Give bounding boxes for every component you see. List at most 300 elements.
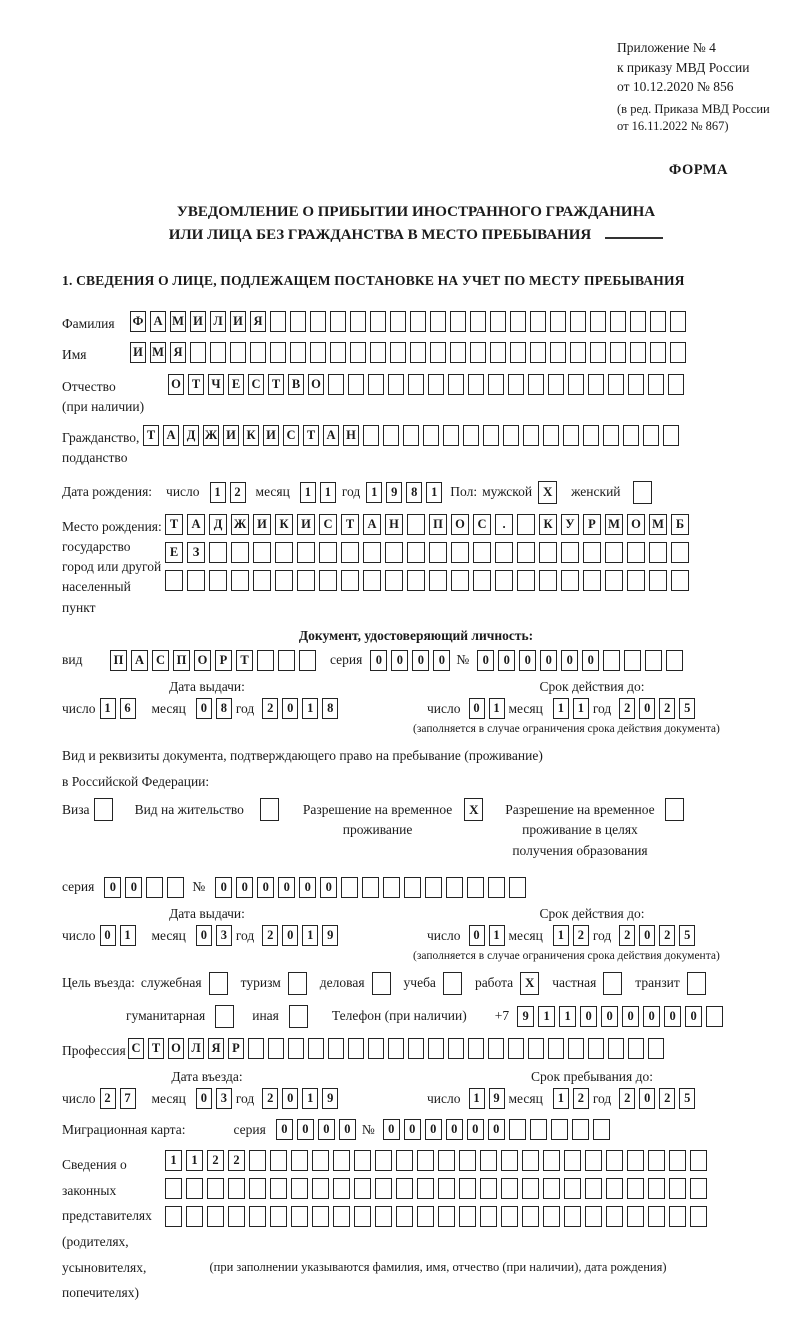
doc-valid-year[interactable] bbox=[619, 698, 699, 719]
char-cell[interactable] bbox=[670, 311, 686, 332]
char-cell[interactable] bbox=[362, 877, 379, 898]
char-cell[interactable] bbox=[186, 1178, 203, 1199]
char-cell[interactable]: А bbox=[163, 425, 179, 446]
char-cell[interactable]: 1 bbox=[302, 698, 318, 719]
char-cell[interactable] bbox=[561, 542, 579, 563]
char-cell[interactable]: Р bbox=[228, 1038, 244, 1059]
char-cell[interactable] bbox=[648, 1206, 665, 1227]
char-cell[interactable] bbox=[459, 1150, 476, 1171]
char-cell[interactable]: П bbox=[110, 650, 127, 671]
char-cell[interactable]: Т bbox=[143, 425, 159, 446]
char-cell[interactable] bbox=[383, 425, 399, 446]
char-cell[interactable] bbox=[438, 1178, 455, 1199]
char-cell[interactable]: 0 bbox=[580, 1006, 597, 1027]
char-cell[interactable] bbox=[312, 1150, 329, 1171]
char-cell[interactable] bbox=[501, 1206, 518, 1227]
char-cell[interactable] bbox=[480, 1206, 497, 1227]
char-cell[interactable]: Р bbox=[583, 514, 601, 535]
char-cell[interactable]: 0 bbox=[282, 925, 298, 946]
char-cell[interactable]: 1 bbox=[302, 1088, 318, 1109]
char-cell[interactable]: 0 bbox=[196, 1088, 212, 1109]
char-cell[interactable]: Т bbox=[148, 1038, 164, 1059]
char-cell[interactable] bbox=[671, 570, 689, 591]
char-cell[interactable] bbox=[165, 1178, 182, 1199]
char-cell[interactable] bbox=[368, 1038, 384, 1059]
citizenship-cells[interactable] bbox=[143, 425, 683, 446]
stay-day[interactable] bbox=[469, 1088, 509, 1109]
char-cell[interactable]: А bbox=[131, 650, 148, 671]
doc-number-cells[interactable] bbox=[477, 650, 687, 671]
char-cell[interactable]: 0 bbox=[299, 877, 316, 898]
char-cell[interactable] bbox=[627, 1206, 644, 1227]
char-cell[interactable]: 0 bbox=[685, 1006, 702, 1027]
char-cell[interactable]: М bbox=[605, 514, 623, 535]
char-cell[interactable]: 6 bbox=[120, 698, 136, 719]
char-cell[interactable] bbox=[593, 1119, 610, 1140]
name-cells[interactable] bbox=[130, 342, 690, 363]
char-cell[interactable]: 2 bbox=[230, 482, 246, 503]
doc-valid-month[interactable] bbox=[553, 698, 593, 719]
char-cell[interactable]: 0 bbox=[425, 1119, 442, 1140]
char-cell[interactable]: 1 bbox=[120, 925, 136, 946]
char-cell[interactable] bbox=[501, 1150, 518, 1171]
char-cell[interactable] bbox=[383, 877, 400, 898]
char-cell[interactable]: Т bbox=[268, 374, 284, 395]
char-cell[interactable] bbox=[539, 542, 557, 563]
char-cell[interactable] bbox=[278, 650, 295, 671]
char-cell[interactable] bbox=[207, 1178, 224, 1199]
char-cell[interactable] bbox=[228, 1206, 245, 1227]
char-cell[interactable] bbox=[290, 342, 306, 363]
char-cell[interactable]: Н bbox=[385, 514, 403, 535]
char-cell[interactable] bbox=[348, 374, 364, 395]
char-cell[interactable] bbox=[451, 570, 469, 591]
char-cell[interactable] bbox=[297, 542, 315, 563]
char-cell[interactable]: 0 bbox=[643, 1006, 660, 1027]
char-cell[interactable] bbox=[268, 1038, 284, 1059]
char-cell[interactable]: 0 bbox=[446, 1119, 463, 1140]
char-cell[interactable] bbox=[312, 1206, 329, 1227]
char-cell[interactable]: Т bbox=[188, 374, 204, 395]
char-cell[interactable]: 0 bbox=[639, 925, 655, 946]
char-cell[interactable] bbox=[459, 1206, 476, 1227]
char-cell[interactable] bbox=[530, 311, 546, 332]
char-cell[interactable] bbox=[290, 311, 306, 332]
char-cell[interactable] bbox=[666, 650, 683, 671]
temp-residence-checkbox[interactable]: X bbox=[464, 798, 483, 821]
char-cell[interactable]: И bbox=[230, 311, 246, 332]
char-cell[interactable]: А bbox=[150, 311, 166, 332]
char-cell[interactable]: П bbox=[429, 514, 447, 535]
char-cell[interactable]: 1 bbox=[165, 1150, 182, 1171]
char-cell[interactable] bbox=[480, 1150, 497, 1171]
char-cell[interactable]: 2 bbox=[659, 1088, 675, 1109]
char-cell[interactable] bbox=[363, 425, 379, 446]
char-cell[interactable] bbox=[423, 425, 439, 446]
char-cell[interactable] bbox=[333, 1178, 350, 1199]
char-cell[interactable] bbox=[429, 570, 447, 591]
char-cell[interactable] bbox=[328, 1038, 344, 1059]
char-cell[interactable]: Т bbox=[341, 514, 359, 535]
char-cell[interactable] bbox=[341, 570, 359, 591]
char-cell[interactable] bbox=[467, 877, 484, 898]
char-cell[interactable] bbox=[428, 374, 444, 395]
char-cell[interactable] bbox=[417, 1206, 434, 1227]
char-cell[interactable] bbox=[690, 1206, 707, 1227]
char-cell[interactable] bbox=[312, 1178, 329, 1199]
stay-year[interactable] bbox=[619, 1088, 699, 1109]
char-cell[interactable]: 8 bbox=[216, 698, 232, 719]
char-cell[interactable] bbox=[390, 342, 406, 363]
char-cell[interactable]: 1 bbox=[538, 1006, 555, 1027]
char-cell[interactable] bbox=[396, 1178, 413, 1199]
char-cell[interactable] bbox=[417, 1150, 434, 1171]
char-cell[interactable]: 0 bbox=[257, 877, 274, 898]
char-cell[interactable] bbox=[299, 650, 316, 671]
char-cell[interactable] bbox=[508, 374, 524, 395]
char-cell[interactable] bbox=[396, 1150, 413, 1171]
char-cell[interactable] bbox=[407, 542, 425, 563]
char-cell[interactable]: 0 bbox=[391, 650, 408, 671]
char-cell[interactable] bbox=[368, 374, 384, 395]
char-cell[interactable] bbox=[570, 311, 586, 332]
char-cell[interactable] bbox=[341, 877, 358, 898]
char-cell[interactable] bbox=[370, 342, 386, 363]
birthplace-cells-row1[interactable] bbox=[165, 514, 693, 535]
char-cell[interactable]: 0 bbox=[639, 1088, 655, 1109]
purpose-study-checkbox[interactable] bbox=[443, 972, 462, 995]
char-cell[interactable] bbox=[605, 570, 623, 591]
char-cell[interactable] bbox=[428, 1038, 444, 1059]
char-cell[interactable] bbox=[588, 1038, 604, 1059]
char-cell[interactable]: К bbox=[539, 514, 557, 535]
char-cell[interactable]: 0 bbox=[433, 650, 450, 671]
char-cell[interactable]: О bbox=[194, 650, 211, 671]
char-cell[interactable]: Т bbox=[165, 514, 183, 535]
doc-series-cells[interactable] bbox=[370, 650, 454, 671]
char-cell[interactable]: Л bbox=[188, 1038, 204, 1059]
char-cell[interactable] bbox=[630, 311, 646, 332]
char-cell[interactable]: 0 bbox=[601, 1006, 618, 1027]
char-cell[interactable] bbox=[450, 311, 466, 332]
char-cell[interactable] bbox=[508, 1038, 524, 1059]
char-cell[interactable] bbox=[564, 1178, 581, 1199]
char-cell[interactable]: 0 bbox=[488, 1119, 505, 1140]
char-cell[interactable]: 1 bbox=[426, 482, 442, 503]
purpose-tourism-checkbox[interactable] bbox=[288, 972, 307, 995]
char-cell[interactable] bbox=[543, 1178, 560, 1199]
char-cell[interactable] bbox=[207, 1206, 224, 1227]
char-cell[interactable] bbox=[354, 1206, 371, 1227]
char-cell[interactable] bbox=[350, 311, 366, 332]
char-cell[interactable] bbox=[270, 1178, 287, 1199]
char-cell[interactable] bbox=[509, 1119, 526, 1140]
char-cell[interactable] bbox=[231, 542, 249, 563]
visa-checkbox[interactable] bbox=[94, 798, 113, 821]
purpose-private-checkbox[interactable] bbox=[603, 972, 622, 995]
residence-permit-checkbox[interactable] bbox=[260, 798, 279, 821]
char-cell[interactable] bbox=[608, 1038, 624, 1059]
char-cell[interactable]: 3 bbox=[216, 925, 232, 946]
char-cell[interactable]: . bbox=[495, 514, 513, 535]
char-cell[interactable] bbox=[568, 374, 584, 395]
char-cell[interactable] bbox=[530, 342, 546, 363]
char-cell[interactable] bbox=[270, 311, 286, 332]
char-cell[interactable]: 2 bbox=[262, 1088, 278, 1109]
char-cell[interactable]: 1 bbox=[553, 698, 569, 719]
char-cell[interactable] bbox=[388, 1038, 404, 1059]
char-cell[interactable]: О bbox=[451, 514, 469, 535]
char-cell[interactable]: 0 bbox=[622, 1006, 639, 1027]
purpose-official-checkbox[interactable] bbox=[209, 972, 228, 995]
char-cell[interactable] bbox=[648, 1038, 664, 1059]
char-cell[interactable]: 0 bbox=[104, 877, 121, 898]
char-cell[interactable] bbox=[528, 374, 544, 395]
doc-type-cells[interactable] bbox=[110, 650, 320, 671]
char-cell[interactable] bbox=[270, 1150, 287, 1171]
char-cell[interactable]: 3 bbox=[216, 1088, 232, 1109]
char-cell[interactable] bbox=[375, 1206, 392, 1227]
gender-female-checkbox[interactable] bbox=[633, 481, 652, 504]
char-cell[interactable] bbox=[270, 342, 286, 363]
char-cell[interactable]: З bbox=[187, 542, 205, 563]
char-cell[interactable]: И bbox=[223, 425, 239, 446]
char-cell[interactable] bbox=[583, 570, 601, 591]
char-cell[interactable]: Т bbox=[303, 425, 319, 446]
profession-cells[interactable] bbox=[128, 1038, 668, 1059]
char-cell[interactable] bbox=[291, 1178, 308, 1199]
char-cell[interactable] bbox=[375, 1178, 392, 1199]
char-cell[interactable] bbox=[390, 311, 406, 332]
char-cell[interactable] bbox=[190, 342, 206, 363]
char-cell[interactable] bbox=[310, 342, 326, 363]
char-cell[interactable]: О bbox=[168, 374, 184, 395]
permit-issue-year[interactable] bbox=[262, 925, 342, 946]
char-cell[interactable]: П bbox=[173, 650, 190, 671]
char-cell[interactable]: 1 bbox=[320, 482, 336, 503]
char-cell[interactable] bbox=[250, 342, 266, 363]
char-cell[interactable] bbox=[333, 1150, 350, 1171]
char-cell[interactable] bbox=[430, 342, 446, 363]
char-cell[interactable] bbox=[606, 1150, 623, 1171]
char-cell[interactable] bbox=[257, 650, 274, 671]
temp-residence-education-checkbox[interactable] bbox=[665, 798, 684, 821]
char-cell[interactable] bbox=[645, 650, 662, 671]
char-cell[interactable] bbox=[249, 1178, 266, 1199]
char-cell[interactable]: 2 bbox=[228, 1150, 245, 1171]
char-cell[interactable]: 0 bbox=[639, 698, 655, 719]
char-cell[interactable] bbox=[583, 425, 599, 446]
char-cell[interactable] bbox=[429, 542, 447, 563]
char-cell[interactable]: 9 bbox=[322, 925, 338, 946]
char-cell[interactable] bbox=[627, 1150, 644, 1171]
char-cell[interactable]: 8 bbox=[406, 482, 422, 503]
char-cell[interactable] bbox=[669, 1206, 686, 1227]
char-cell[interactable] bbox=[473, 542, 491, 563]
char-cell[interactable]: 1 bbox=[489, 925, 505, 946]
birth-month-cells[interactable] bbox=[300, 482, 340, 503]
char-cell[interactable] bbox=[495, 570, 513, 591]
char-cell[interactable] bbox=[396, 1206, 413, 1227]
char-cell[interactable] bbox=[706, 1006, 723, 1027]
char-cell[interactable]: С bbox=[319, 514, 337, 535]
char-cell[interactable] bbox=[473, 570, 491, 591]
char-cell[interactable] bbox=[470, 311, 486, 332]
char-cell[interactable] bbox=[543, 1150, 560, 1171]
char-cell[interactable] bbox=[310, 311, 326, 332]
permit-valid-day[interactable] bbox=[469, 925, 509, 946]
char-cell[interactable]: 0 bbox=[196, 698, 212, 719]
char-cell[interactable]: Ж bbox=[231, 514, 249, 535]
char-cell[interactable] bbox=[603, 650, 620, 671]
char-cell[interactable] bbox=[187, 570, 205, 591]
char-cell[interactable] bbox=[375, 1150, 392, 1171]
permit-issue-month[interactable] bbox=[196, 925, 236, 946]
char-cell[interactable] bbox=[330, 342, 346, 363]
char-cell[interactable] bbox=[446, 877, 463, 898]
char-cell[interactable] bbox=[690, 1150, 707, 1171]
char-cell[interactable] bbox=[590, 311, 606, 332]
surname-cells[interactable] bbox=[130, 311, 690, 332]
char-cell[interactable]: О bbox=[308, 374, 324, 395]
char-cell[interactable]: Т bbox=[236, 650, 253, 671]
char-cell[interactable] bbox=[425, 877, 442, 898]
char-cell[interactable] bbox=[608, 374, 624, 395]
char-cell[interactable] bbox=[319, 542, 337, 563]
char-cell[interactable]: И bbox=[297, 514, 315, 535]
char-cell[interactable]: 0 bbox=[196, 925, 212, 946]
migration-series-cells[interactable] bbox=[276, 1119, 360, 1140]
char-cell[interactable]: 0 bbox=[320, 877, 337, 898]
char-cell[interactable]: 9 bbox=[322, 1088, 338, 1109]
birthplace-cells-row2[interactable] bbox=[165, 542, 693, 563]
char-cell[interactable] bbox=[510, 311, 526, 332]
char-cell[interactable]: С bbox=[152, 650, 169, 671]
char-cell[interactable] bbox=[319, 570, 337, 591]
char-cell[interactable] bbox=[509, 877, 526, 898]
char-cell[interactable] bbox=[448, 1038, 464, 1059]
char-cell[interactable]: 1 bbox=[100, 698, 116, 719]
char-cell[interactable] bbox=[671, 542, 689, 563]
char-cell[interactable] bbox=[522, 1150, 539, 1171]
char-cell[interactable] bbox=[495, 542, 513, 563]
char-cell[interactable]: 0 bbox=[469, 925, 485, 946]
char-cell[interactable]: 1 bbox=[553, 925, 569, 946]
char-cell[interactable]: 0 bbox=[412, 650, 429, 671]
char-cell[interactable]: 0 bbox=[297, 1119, 314, 1140]
char-cell[interactable] bbox=[543, 425, 559, 446]
gender-male-checkbox[interactable]: X bbox=[538, 481, 557, 504]
char-cell[interactable] bbox=[510, 342, 526, 363]
char-cell[interactable] bbox=[517, 514, 535, 535]
char-cell[interactable] bbox=[470, 342, 486, 363]
char-cell[interactable] bbox=[543, 1206, 560, 1227]
char-cell[interactable]: 0 bbox=[477, 650, 494, 671]
phone-cells[interactable] bbox=[517, 1006, 727, 1027]
permit-number-cells[interactable] bbox=[215, 877, 530, 898]
char-cell[interactable] bbox=[528, 1038, 544, 1059]
char-cell[interactable] bbox=[669, 1178, 686, 1199]
char-cell[interactable] bbox=[668, 374, 684, 395]
char-cell[interactable] bbox=[628, 1038, 644, 1059]
entry-day[interactable] bbox=[100, 1088, 140, 1109]
char-cell[interactable] bbox=[539, 570, 557, 591]
char-cell[interactable]: С bbox=[128, 1038, 144, 1059]
char-cell[interactable]: 0 bbox=[318, 1119, 335, 1140]
char-cell[interactable] bbox=[585, 1178, 602, 1199]
char-cell[interactable]: 1 bbox=[489, 698, 505, 719]
char-cell[interactable]: М bbox=[170, 311, 186, 332]
char-cell[interactable] bbox=[249, 1150, 266, 1171]
char-cell[interactable]: 0 bbox=[282, 698, 298, 719]
char-cell[interactable]: 9 bbox=[386, 482, 402, 503]
char-cell[interactable]: 2 bbox=[207, 1150, 224, 1171]
char-cell[interactable] bbox=[404, 877, 421, 898]
char-cell[interactable] bbox=[270, 1206, 287, 1227]
char-cell[interactable]: 0 bbox=[664, 1006, 681, 1027]
char-cell[interactable] bbox=[627, 542, 645, 563]
char-cell[interactable]: 7 bbox=[120, 1088, 136, 1109]
char-cell[interactable] bbox=[564, 1150, 581, 1171]
char-cell[interactable]: И bbox=[263, 425, 279, 446]
char-cell[interactable]: М bbox=[649, 514, 667, 535]
char-cell[interactable] bbox=[550, 311, 566, 332]
char-cell[interactable]: 0 bbox=[276, 1119, 293, 1140]
char-cell[interactable] bbox=[354, 1150, 371, 1171]
char-cell[interactable]: 8 bbox=[322, 698, 338, 719]
char-cell[interactable] bbox=[209, 570, 227, 591]
entry-month[interactable] bbox=[196, 1088, 236, 1109]
char-cell[interactable] bbox=[517, 542, 535, 563]
char-cell[interactable]: 0 bbox=[383, 1119, 400, 1140]
char-cell[interactable]: А bbox=[187, 514, 205, 535]
char-cell[interactable] bbox=[605, 542, 623, 563]
char-cell[interactable]: И bbox=[190, 311, 206, 332]
char-cell[interactable] bbox=[517, 570, 535, 591]
char-cell[interactable] bbox=[643, 425, 659, 446]
char-cell[interactable] bbox=[690, 1178, 707, 1199]
char-cell[interactable] bbox=[330, 311, 346, 332]
char-cell[interactable]: Ф bbox=[130, 311, 146, 332]
char-cell[interactable]: В bbox=[288, 374, 304, 395]
char-cell[interactable] bbox=[468, 1038, 484, 1059]
entry-year[interactable] bbox=[262, 1088, 342, 1109]
char-cell[interactable]: Е bbox=[165, 542, 183, 563]
char-cell[interactable]: Е bbox=[228, 374, 244, 395]
char-cell[interactable] bbox=[275, 542, 293, 563]
permit-valid-month[interactable] bbox=[553, 925, 593, 946]
char-cell[interactable] bbox=[288, 1038, 304, 1059]
char-cell[interactable]: С bbox=[248, 374, 264, 395]
char-cell[interactable] bbox=[186, 1206, 203, 1227]
char-cell[interactable] bbox=[624, 650, 641, 671]
char-cell[interactable]: 2 bbox=[619, 925, 635, 946]
char-cell[interactable] bbox=[231, 570, 249, 591]
char-cell[interactable] bbox=[417, 1178, 434, 1199]
char-cell[interactable] bbox=[669, 1150, 686, 1171]
char-cell[interactable] bbox=[548, 1038, 564, 1059]
char-cell[interactable] bbox=[410, 342, 426, 363]
char-cell[interactable] bbox=[585, 1206, 602, 1227]
char-cell[interactable]: 0 bbox=[467, 1119, 484, 1140]
char-cell[interactable]: А bbox=[363, 514, 381, 535]
doc-valid-day[interactable] bbox=[469, 698, 509, 719]
char-cell[interactable] bbox=[308, 1038, 324, 1059]
char-cell[interactable] bbox=[488, 1038, 504, 1059]
char-cell[interactable] bbox=[448, 374, 464, 395]
char-cell[interactable] bbox=[146, 877, 163, 898]
char-cell[interactable] bbox=[648, 374, 664, 395]
